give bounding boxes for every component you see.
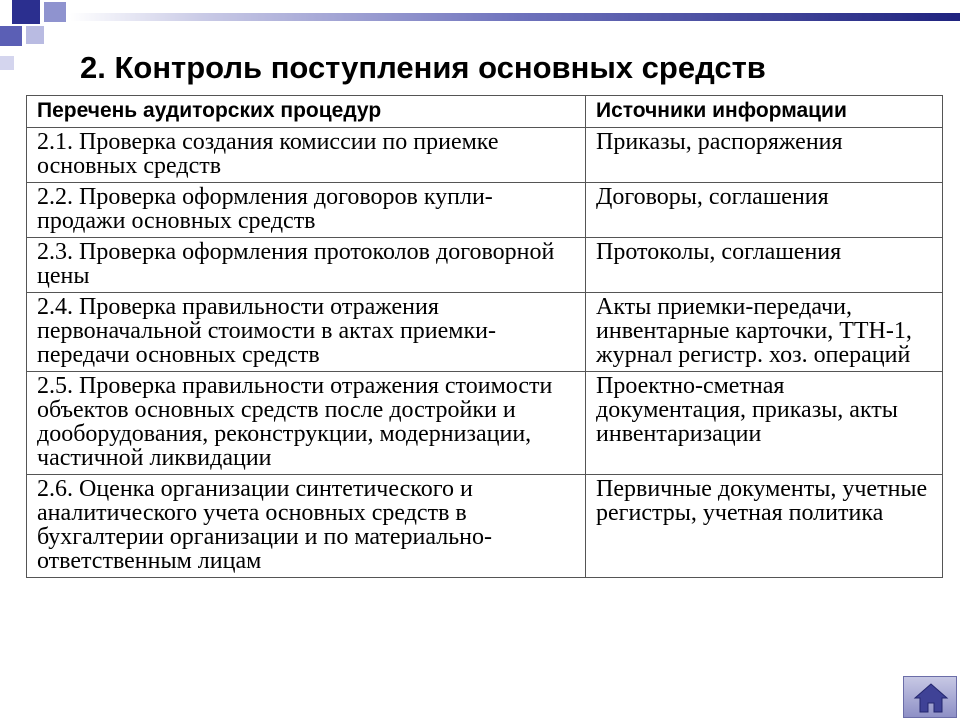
decor-square xyxy=(0,26,22,46)
procedure-cell: 2.1. Проверка создания комиссии по приемке основных средств xyxy=(27,128,586,183)
home-button[interactable] xyxy=(903,676,957,718)
decor-square xyxy=(12,0,40,24)
source-cell: Первичные документы, учетные регистры, учетная политика xyxy=(586,475,943,578)
procedure-cell: 2.2. Проверка оформления договоров купли-продажи основных средств xyxy=(27,183,586,238)
source-cell: Проектно-сметная документация, приказы, акты инвентаризации xyxy=(586,372,943,475)
table-row xyxy=(27,293,943,372)
procedure-cell: 2.5. Проверка правильности отражения стоимости объектов основных средств после достройки и дооборудования, реконструкции, модернизации, частичной ликвидации xyxy=(27,372,586,475)
table-row xyxy=(27,183,943,238)
home-icon xyxy=(913,682,949,714)
source-cell: Приказы, распоряжения xyxy=(586,128,943,183)
table-row xyxy=(27,475,943,578)
decor-square xyxy=(26,26,44,44)
decor-square xyxy=(44,2,66,22)
table-row xyxy=(27,238,943,293)
source-cell: Договоры, соглашения xyxy=(586,183,943,238)
audit-procedures-table xyxy=(26,95,943,578)
slide-title: 2. Контроль поступления основных средств xyxy=(80,50,766,85)
source-cell: Акты приемки-передачи, инвентарные карточки, ТТН-1, журнал регистр. хоз. операций xyxy=(586,293,943,372)
decor-square xyxy=(0,56,14,70)
header-gradient-bar xyxy=(70,13,960,21)
column-header-procedures: Перечень аудиторских процедур xyxy=(27,96,586,128)
table-header-row xyxy=(27,96,943,128)
procedure-cell: 2.6. Оценка организации синтетического и аналитического учета основных средств в бухгалтерии организации и по материально-ответственным лицам xyxy=(27,475,586,578)
procedure-cell: 2.3. Проверка оформления протоколов договорной цены xyxy=(27,238,586,293)
table-row xyxy=(27,372,943,475)
column-header-sources: Источники информации xyxy=(586,96,943,128)
source-cell: Протоколы, соглашения xyxy=(586,238,943,293)
table-row xyxy=(27,128,943,183)
procedure-cell: 2.4. Проверка правильности отражения первоначальной стоимости в актах приемки-передачи основных средств xyxy=(27,293,586,372)
